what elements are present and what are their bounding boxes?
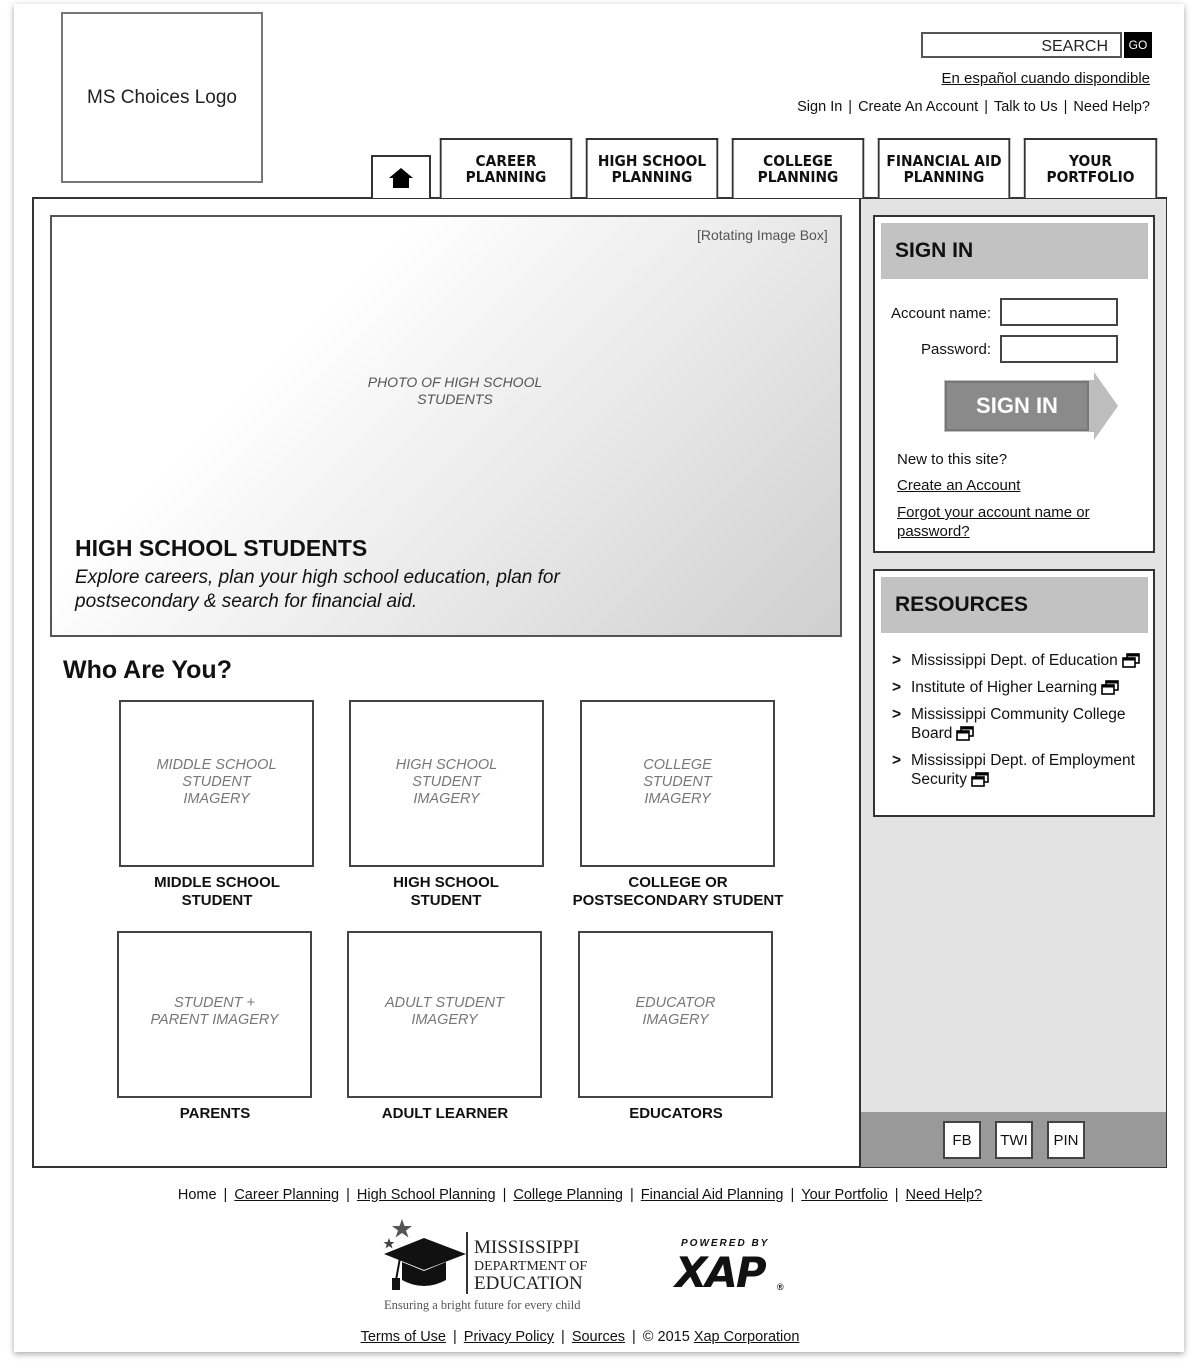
twitter-button[interactable]: TWI: [995, 1121, 1033, 1159]
account-name-input[interactable]: [1000, 298, 1118, 326]
sources-link[interactable]: Sources: [571, 1329, 626, 1345]
hero-title: HIGH SCHOOL STUDENTS: [75, 535, 368, 561]
external-window-icon: [956, 726, 974, 741]
graduation-cap-star-icon: [380, 1218, 470, 1300]
new-to-site-text: New to this site?: [897, 451, 1008, 468]
site-logo[interactable]: [61, 12, 263, 183]
high-school-card-label[interactable]: HIGH SCHOOL STUDENT: [393, 874, 499, 909]
utility-links: Sign In | Create An Account | Talk to Us | Need Help?: [797, 99, 1150, 115]
footer-career-planning-link[interactable]: Career Planning: [234, 1187, 340, 1203]
footer-home-link[interactable]: Home: [177, 1187, 217, 1203]
sign-in-button[interactable]: [944, 372, 1119, 440]
espanol-link[interactable]: En español cuando dispondible: [941, 70, 1150, 87]
resource-link-mccb[interactable]: > Mississippi Community College Board: [892, 706, 1126, 742]
adult-learner-card-label[interactable]: ADULT LEARNER: [381, 1105, 509, 1122]
resource-link-mde[interactable]: > Mississippi Dept. of Education: [911, 651, 1151, 670]
footer-college-planning-link[interactable]: College Planning: [513, 1187, 623, 1203]
resource-link-ihl[interactable]: > Institute of Higher Learning: [911, 678, 1151, 697]
external-window-icon: [1122, 653, 1140, 668]
xap-logo[interactable]: [675, 1238, 790, 1303]
nav-home-tab[interactable]: [371, 155, 431, 198]
college-card-image[interactable]: COLLEGE STUDENT IMAGERY: [580, 700, 775, 867]
resource-link-mdes[interactable]: > Mississippi Dept. of Employment Security: [892, 752, 1135, 788]
password-input[interactable]: [1000, 335, 1118, 363]
educators-card-label[interactable]: EDUCATORS: [629, 1105, 723, 1122]
mde-line1: MISSISSIPPI: [474, 1237, 580, 1258]
middle-school-card-label[interactable]: MIDDLE SCHOOL STUDENT: [154, 874, 280, 909]
footer-legal: Terms of Use | Privacy Policy | Sources | © 2015 Xap Corporation: [360, 1329, 800, 1345]
mde-tagline: Ensuring a bright future for every child: [384, 1298, 581, 1312]
account-name-label: Account name:: [890, 305, 991, 322]
util-create-account-link[interactable]: Create An Account: [858, 99, 979, 115]
high-school-card-image[interactable]: HIGH SCHOOL STUDENT IMAGERY: [349, 700, 544, 867]
adult-learner-card-image[interactable]: ADULT STUDENT IMAGERY: [347, 931, 542, 1098]
pinterest-button[interactable]: PIN: [1047, 1121, 1085, 1159]
resources-heading: RESOURCES: [881, 577, 1148, 633]
footer-high-school-planning-link[interactable]: High School Planning: [356, 1187, 496, 1203]
registered-icon: ®: [777, 1282, 784, 1292]
util-talk-to-us-link[interactable]: Talk to Us: [993, 99, 1058, 115]
logo-divider: [466, 1232, 468, 1294]
nav-tab-high-school-planning[interactable]: HIGH SCHOOL PLANNING: [586, 138, 718, 198]
external-window-icon: [1101, 680, 1119, 695]
hero-description: Explore careers, plan your high school education, plan for postsecondary & search for financial aid.: [75, 567, 560, 612]
mde-line3: EDUCATION: [474, 1273, 583, 1294]
college-card-label[interactable]: COLLEGE OR POSTSECONDARY STUDENT: [572, 874, 784, 909]
util-sign-in-link[interactable]: Sign In: [797, 99, 843, 115]
mde-logo[interactable]: [380, 1218, 595, 1318]
parents-card-label[interactable]: PARENTS: [179, 1105, 251, 1122]
nav-tab-financial-aid-planning[interactable]: FINANCIAL AID PLANNING: [878, 138, 1010, 198]
logo-text: MS Choices Logo: [87, 86, 237, 108]
privacy-link[interactable]: Privacy Policy: [463, 1329, 555, 1345]
rotating-image-caption: [Rotating Image Box]: [697, 227, 828, 243]
external-window-icon: [971, 772, 989, 787]
search-go-button[interactable]: GO: [1124, 32, 1152, 58]
xap-corporation-link[interactable]: Xap Corporation: [693, 1329, 800, 1345]
footer-nav: Home | Career Planning | High School Planning | College Planning | Financial Aid Planning | Your Portfolio | Need Help?: [177, 1187, 983, 1203]
search-input[interactable]: SEARCH: [921, 32, 1122, 58]
nav-tab-your-portfolio[interactable]: YOUR PORTFOLIO: [1024, 138, 1157, 198]
educators-card-image[interactable]: EDUCATOR IMAGERY: [578, 931, 773, 1098]
home-icon: [388, 167, 414, 189]
hero-photo-placeholder: PHOTO OF HIGH SCHOOL STUDENTS: [367, 374, 543, 407]
footer-portfolio-link[interactable]: Your Portfolio: [801, 1187, 888, 1203]
sign-in-heading: SIGN IN: [881, 223, 1148, 279]
copyright-text: © 2015: [642, 1329, 690, 1345]
util-need-help-link[interactable]: Need Help?: [1073, 99, 1150, 115]
terms-link[interactable]: Terms of Use: [360, 1329, 446, 1345]
footer-financial-aid-link[interactable]: Financial Aid Planning: [640, 1187, 784, 1203]
facebook-button[interactable]: FB: [943, 1121, 981, 1159]
parents-card-image[interactable]: STUDENT + PARENT IMAGERY: [117, 931, 312, 1098]
xap-name: XAP: [675, 1248, 765, 1297]
mde-line2: DEPARTMENT OF: [474, 1259, 588, 1274]
nav-tab-college-planning[interactable]: COLLEGE PLANNING: [732, 138, 864, 198]
footer-need-help-link[interactable]: Need Help?: [905, 1187, 983, 1203]
nav-tab-career-planning[interactable]: CAREER PLANNING: [440, 138, 572, 198]
middle-school-card-image[interactable]: MIDDLE SCHOOL STUDENT IMAGERY: [119, 700, 314, 867]
password-label: Password:: [920, 341, 991, 358]
forgot-password-link[interactable]: Forgot your account name or password?: [897, 504, 1090, 540]
create-account-link[interactable]: Create an Account: [897, 477, 1021, 494]
sign-in-button-label: SIGN IN: [976, 393, 1058, 418]
xap-powered-by: POWERED BY: [681, 1238, 770, 1249]
who-are-you-heading: Who Are You?: [63, 656, 232, 684]
